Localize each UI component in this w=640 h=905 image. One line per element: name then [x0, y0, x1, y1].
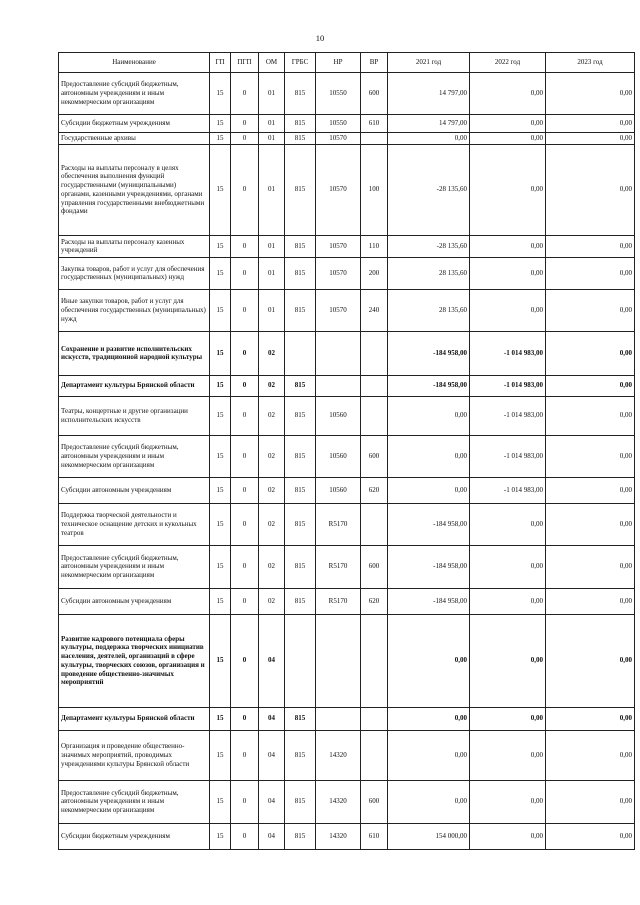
row-nr-cell: 10570: [316, 144, 361, 235]
row-name-cell: Предоставление субсидий бюджетным, автономным учреждениям и иным некоммерческим организациям: [59, 73, 210, 115]
row-nr-cell: 10570: [316, 235, 361, 257]
row-grbs-cell: 815: [285, 289, 316, 331]
table-row: [59, 289, 635, 331]
row-vr-cell: 610: [361, 115, 388, 133]
row-nr-cell: [316, 331, 361, 375]
row-om-cell: 01: [259, 144, 285, 235]
row-om-cell: 02: [259, 588, 285, 614]
column-header-2022: 2022 год: [470, 53, 546, 73]
row-om-cell: 04: [259, 707, 285, 730]
row-grbs-cell: 815: [285, 396, 316, 435]
row-2022-cell: -1 014 983,00: [470, 375, 546, 396]
row-pgp-cell: 0: [231, 331, 259, 375]
row-2022-cell: 0,00: [470, 614, 546, 707]
row-gp-cell: 15: [210, 396, 231, 435]
row-gp-cell: 15: [210, 133, 231, 145]
row-om-cell: 04: [259, 614, 285, 707]
row-pgp-cell: 0: [231, 477, 259, 503]
row-grbs-cell: 815: [285, 503, 316, 545]
row-pgp-cell: 0: [231, 235, 259, 257]
row-2023-cell: 0,00: [546, 503, 635, 545]
row-name-cell: Поддержка творческой деятельности и техническое оснащение детских и кукольных театров: [59, 503, 210, 545]
row-2023-cell: 0,00: [546, 396, 635, 435]
row-nr-cell: 10570: [316, 257, 361, 289]
row-grbs-cell: [285, 331, 316, 375]
budget-table: [58, 52, 635, 850]
row-gp-cell: 15: [210, 614, 231, 707]
row-om-cell: 02: [259, 331, 285, 375]
row-2021-cell: -28 135,60: [388, 144, 470, 235]
row-2022-cell: 0,00: [470, 235, 546, 257]
row-grbs-cell: 815: [285, 115, 316, 133]
row-name-cell: Предоставление субсидий бюджетным, автономным учреждениям и иным некоммерческим организациям: [59, 435, 210, 477]
row-2021-cell: -184 958,00: [388, 588, 470, 614]
row-pgp-cell: 0: [231, 707, 259, 730]
row-gp-cell: 15: [210, 823, 231, 849]
row-vr-cell: [361, 396, 388, 435]
row-vr-cell: [361, 707, 388, 730]
row-2023-cell: 0,00: [546, 780, 635, 823]
row-om-cell: 04: [259, 823, 285, 849]
row-2021-cell: -28 135,60: [388, 235, 470, 257]
table-row: [59, 133, 635, 145]
row-pgp-cell: 0: [231, 257, 259, 289]
row-grbs-cell: 815: [285, 477, 316, 503]
row-2022-cell: 0,00: [470, 780, 546, 823]
row-2021-cell: 14 797,00: [388, 73, 470, 115]
row-pgp-cell: 0: [231, 289, 259, 331]
row-2022-cell: 0,00: [470, 588, 546, 614]
row-vr-cell: 620: [361, 477, 388, 503]
row-nr-cell: 14320: [316, 823, 361, 849]
row-2023-cell: 0,00: [546, 73, 635, 115]
row-grbs-cell: 815: [285, 780, 316, 823]
row-pgp-cell: 0: [231, 545, 259, 588]
row-nr-cell: 14320: [316, 780, 361, 823]
row-gp-cell: 15: [210, 707, 231, 730]
row-gp-cell: 15: [210, 289, 231, 331]
table-row: [59, 257, 635, 289]
row-2022-cell: 0,00: [470, 144, 546, 235]
row-2022-cell: 0,00: [470, 707, 546, 730]
row-2021-cell: -184 958,00: [388, 375, 470, 396]
row-2022-cell: -1 014 983,00: [470, 331, 546, 375]
row-grbs-cell: 815: [285, 144, 316, 235]
row-grbs-cell: 815: [285, 588, 316, 614]
row-name-cell: Развитие кадрового потенциала сферы культуры, поддержка творческих инициатив населения, деятелей, организаций в сфере культуры, творческих союзов, организация и проведение общественно-значимых мероприятий: [59, 614, 210, 707]
row-2023-cell: 0,00: [546, 115, 635, 133]
row-grbs-cell: 815: [285, 375, 316, 396]
table-row: [59, 435, 635, 477]
row-nr-cell: [316, 375, 361, 396]
row-2022-cell: 0,00: [470, 289, 546, 331]
column-header-om: ОМ: [259, 53, 285, 73]
row-vr-cell: [361, 375, 388, 396]
column-header-grbs: ГРБС: [285, 53, 316, 73]
table-row: [59, 614, 635, 707]
row-2021-cell: 28 135,60: [388, 289, 470, 331]
row-2021-cell: 0,00: [388, 477, 470, 503]
row-pgp-cell: 0: [231, 730, 259, 780]
row-name-cell: Субсидии бюджетным учреждениям: [59, 115, 210, 133]
row-vr-cell: 110: [361, 235, 388, 257]
row-pgp-cell: 0: [231, 588, 259, 614]
row-name-cell: Субсидии бюджетным учреждениям: [59, 823, 210, 849]
row-2021-cell: 28 135,60: [388, 257, 470, 289]
row-gp-cell: 15: [210, 730, 231, 780]
row-grbs-cell: 815: [285, 707, 316, 730]
table-row: [59, 144, 635, 235]
table-row: [59, 588, 635, 614]
row-2021-cell: 0,00: [388, 133, 470, 145]
row-nr-cell: R5170: [316, 545, 361, 588]
row-grbs-cell: 815: [285, 257, 316, 289]
row-2022-cell: 0,00: [470, 133, 546, 145]
row-2021-cell: 0,00: [388, 707, 470, 730]
row-pgp-cell: 0: [231, 73, 259, 115]
row-pgp-cell: 0: [231, 780, 259, 823]
row-2021-cell: 0,00: [388, 730, 470, 780]
row-om-cell: 01: [259, 133, 285, 145]
row-gp-cell: 15: [210, 503, 231, 545]
row-pgp-cell: 0: [231, 503, 259, 545]
column-header-2023: 2023 год: [546, 53, 635, 73]
row-name-cell: Сохранение и развитие исполнительских искусств, традиционной народной культуры: [59, 331, 210, 375]
row-nr-cell: [316, 614, 361, 707]
row-2023-cell: 0,00: [546, 730, 635, 780]
row-om-cell: 02: [259, 435, 285, 477]
row-vr-cell: [361, 730, 388, 780]
page-number: 10: [315, 33, 325, 43]
column-header-name: Наименование: [59, 53, 210, 73]
row-nr-cell: 10560: [316, 396, 361, 435]
table-row: [59, 235, 635, 257]
row-om-cell: 02: [259, 396, 285, 435]
row-2021-cell: 0,00: [388, 780, 470, 823]
row-vr-cell: [361, 614, 388, 707]
table-row: [59, 375, 635, 396]
row-pgp-cell: 0: [231, 375, 259, 396]
row-2021-cell: -184 958,00: [388, 331, 470, 375]
table-row: [59, 545, 635, 588]
row-gp-cell: 15: [210, 257, 231, 289]
row-2021-cell: -184 958,00: [388, 545, 470, 588]
row-2023-cell: 0,00: [546, 823, 635, 849]
row-vr-cell: [361, 503, 388, 545]
row-2023-cell: 0,00: [546, 133, 635, 145]
row-gp-cell: 15: [210, 545, 231, 588]
row-nr-cell: 10550: [316, 115, 361, 133]
row-name-cell: Иные закупки товаров, работ и услуг для обеспечения государственных (муниципальных) нужд: [59, 289, 210, 331]
row-grbs-cell: 815: [285, 435, 316, 477]
row-gp-cell: 15: [210, 588, 231, 614]
row-vr-cell: 200: [361, 257, 388, 289]
table-row: [59, 707, 635, 730]
row-nr-cell: [316, 707, 361, 730]
row-2021-cell: -184 958,00: [388, 503, 470, 545]
row-vr-cell: 620: [361, 588, 388, 614]
row-name-cell: Государственные архивы: [59, 133, 210, 145]
row-vr-cell: [361, 133, 388, 145]
table-row: [59, 823, 635, 849]
row-grbs-cell: 815: [285, 73, 316, 115]
row-om-cell: 02: [259, 503, 285, 545]
row-grbs-cell: [285, 614, 316, 707]
row-2021-cell: 14 797,00: [388, 115, 470, 133]
row-2023-cell: 0,00: [546, 331, 635, 375]
row-nr-cell: 10560: [316, 435, 361, 477]
column-header-pgp: ПГП: [231, 53, 259, 73]
row-pgp-cell: 0: [231, 115, 259, 133]
row-gp-cell: 15: [210, 780, 231, 823]
row-nr-cell: 10570: [316, 289, 361, 331]
row-grbs-cell: 815: [285, 823, 316, 849]
row-name-cell: Субсидии автономным учреждениям: [59, 588, 210, 614]
row-2023-cell: 0,00: [546, 257, 635, 289]
column-header-gp: ГП: [210, 53, 231, 73]
column-header-vr: ВР: [361, 53, 388, 73]
row-gp-cell: 15: [210, 477, 231, 503]
row-vr-cell: [361, 331, 388, 375]
row-gp-cell: 15: [210, 73, 231, 115]
row-om-cell: 01: [259, 115, 285, 133]
row-vr-cell: 600: [361, 73, 388, 115]
row-2022-cell: 0,00: [470, 115, 546, 133]
table-row: [59, 780, 635, 823]
row-name-cell: Организация и проведение общественно-значимых мероприятий, проводимых учреждениями культуры Брянской области: [59, 730, 210, 780]
row-name-cell: Предоставление субсидий бюджетным, автономным учреждениям и иным некоммерческим организациям: [59, 545, 210, 588]
table-row: [59, 730, 635, 780]
row-2023-cell: 0,00: [546, 707, 635, 730]
row-2023-cell: 0,00: [546, 545, 635, 588]
row-vr-cell: 610: [361, 823, 388, 849]
table-row: [59, 73, 635, 115]
column-header-nr: НР: [316, 53, 361, 73]
row-om-cell: 01: [259, 289, 285, 331]
row-2022-cell: 0,00: [470, 730, 546, 780]
row-om-cell: 01: [259, 235, 285, 257]
row-2023-cell: 0,00: [546, 614, 635, 707]
row-2022-cell: 0,00: [470, 73, 546, 115]
column-header-2021: 2021 год: [388, 53, 470, 73]
row-gp-cell: 15: [210, 435, 231, 477]
row-pgp-cell: 0: [231, 435, 259, 477]
row-2023-cell: 0,00: [546, 144, 635, 235]
row-name-cell: Театры, концертные и другие организации исполнительских искусств: [59, 396, 210, 435]
row-2022-cell: 0,00: [470, 503, 546, 545]
row-gp-cell: 15: [210, 115, 231, 133]
row-2022-cell: 0,00: [470, 823, 546, 849]
row-pgp-cell: 0: [231, 823, 259, 849]
row-2021-cell: 0,00: [388, 396, 470, 435]
row-om-cell: 04: [259, 780, 285, 823]
row-2022-cell: 0,00: [470, 257, 546, 289]
row-pgp-cell: 0: [231, 396, 259, 435]
row-om-cell: 02: [259, 477, 285, 503]
row-2021-cell: 0,00: [388, 614, 470, 707]
header-row: [59, 53, 635, 73]
row-gp-cell: 15: [210, 144, 231, 235]
row-nr-cell: 10550: [316, 73, 361, 115]
row-pgp-cell: 0: [231, 614, 259, 707]
row-name-cell: Субсидии автономным учреждениям: [59, 477, 210, 503]
row-om-cell: 04: [259, 730, 285, 780]
row-vr-cell: 240: [361, 289, 388, 331]
row-nr-cell: R5170: [316, 503, 361, 545]
row-2021-cell: 154 000,00: [388, 823, 470, 849]
row-nr-cell: 10570: [316, 133, 361, 145]
row-2023-cell: 0,00: [546, 235, 635, 257]
table-row: [59, 477, 635, 503]
row-gp-cell: 15: [210, 375, 231, 396]
row-name-cell: Закупка товаров, работ и услуг для обеспечения государственных (муниципальных) нужд: [59, 257, 210, 289]
row-om-cell: 01: [259, 257, 285, 289]
row-2022-cell: -1 014 983,00: [470, 435, 546, 477]
row-name-cell: Предоставление субсидий бюджетным, автономным учреждениям и иным некоммерческим организациям: [59, 780, 210, 823]
row-2023-cell: 0,00: [546, 477, 635, 503]
row-nr-cell: 10560: [316, 477, 361, 503]
row-vr-cell: 600: [361, 780, 388, 823]
row-gp-cell: 15: [210, 235, 231, 257]
row-om-cell: 02: [259, 545, 285, 588]
row-pgp-cell: 0: [231, 133, 259, 145]
table-row: [59, 503, 635, 545]
row-gp-cell: 15: [210, 331, 231, 375]
row-2022-cell: -1 014 983,00: [470, 396, 546, 435]
row-vr-cell: 100: [361, 144, 388, 235]
row-name-cell: Расходы на выплаты персоналу казенных учреждений: [59, 235, 210, 257]
row-grbs-cell: 815: [285, 730, 316, 780]
row-nr-cell: R5170: [316, 588, 361, 614]
table-row: [59, 396, 635, 435]
row-name-cell: Расходы на выплаты персоналу в целях обеспечения выполнения функций государственными (муниципальными) органами, казенными учреждениями, органами управления государственными внебюджетными фондами: [59, 144, 210, 235]
row-name-cell: Департамент культуры Брянской области: [59, 375, 210, 396]
row-name-cell: Департамент культуры Брянской области: [59, 707, 210, 730]
row-grbs-cell: 815: [285, 545, 316, 588]
row-om-cell: 02: [259, 375, 285, 396]
row-grbs-cell: 815: [285, 235, 316, 257]
row-2023-cell: 0,00: [546, 435, 635, 477]
row-2023-cell: 0,00: [546, 289, 635, 331]
row-2022-cell: -1 014 983,00: [470, 477, 546, 503]
row-grbs-cell: 815: [285, 133, 316, 145]
table-row: [59, 115, 635, 133]
table-row: [59, 331, 635, 375]
row-nr-cell: 14320: [316, 730, 361, 780]
row-pgp-cell: 0: [231, 144, 259, 235]
row-2023-cell: 0,00: [546, 588, 635, 614]
row-vr-cell: 600: [361, 545, 388, 588]
row-om-cell: 01: [259, 73, 285, 115]
row-2021-cell: 0,00: [388, 435, 470, 477]
row-vr-cell: 600: [361, 435, 388, 477]
row-2022-cell: 0,00: [470, 545, 546, 588]
row-2023-cell: 0,00: [546, 375, 635, 396]
